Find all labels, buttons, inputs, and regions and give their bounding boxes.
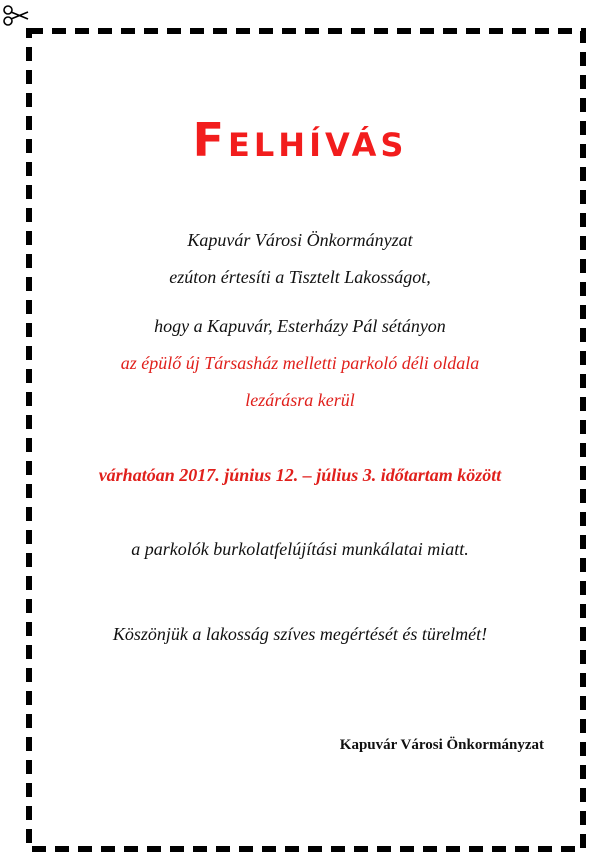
closure-line-1: az épülő új Társasház melletti parkoló déli oldala [120, 353, 480, 373]
inform-line: ezúton értesíti a Tisztelt Lakosságot, [169, 267, 431, 287]
issuer-line: Kapuvár Városi Önkormányzat [187, 230, 413, 250]
thanks-line: Köszönjük a lakosság szíves megértését és türelmét! [112, 624, 488, 644]
period-line: várhatóan 2017. június 12. – július 3. időtartam között [98, 465, 502, 485]
location-line: hogy a Kapuvár, Esterházy Pál sétányon [154, 316, 446, 336]
closure-line-2: lezárásra kerül [245, 390, 355, 410]
notice-title: Felhívás [192, 113, 408, 167]
reason-line: a parkolók burkolatfelújítási munkálatai miatt. [131, 539, 469, 559]
signature: Kapuvár Városi Önkormányzat [339, 737, 544, 753]
scissors-icon [2, 4, 30, 28]
